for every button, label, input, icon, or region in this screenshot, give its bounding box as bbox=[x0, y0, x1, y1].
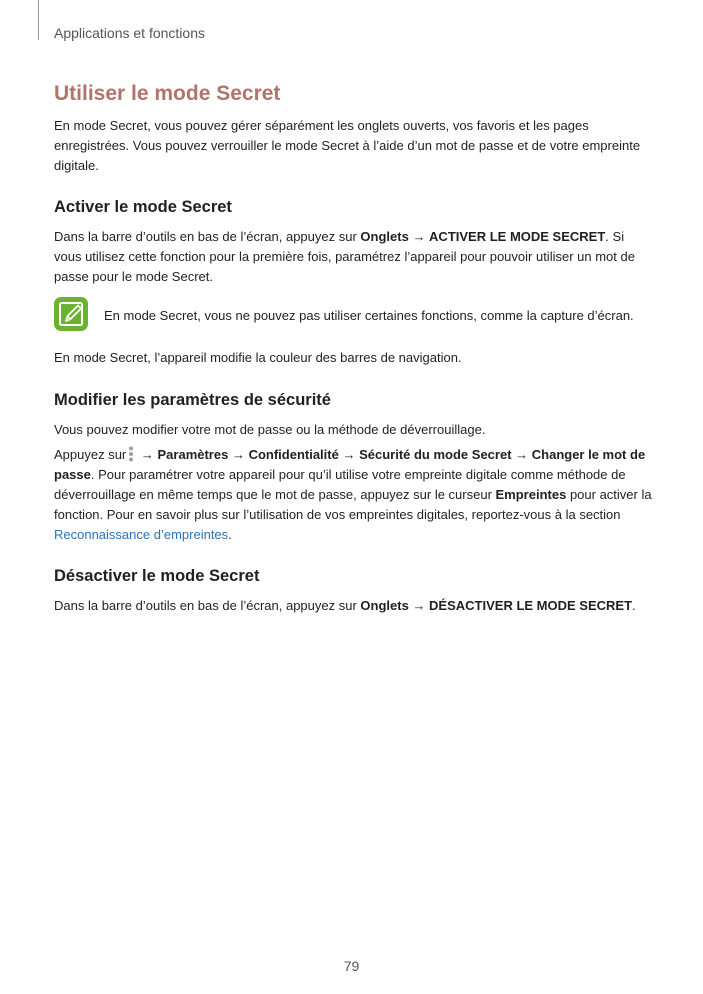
page-number: 79 bbox=[343, 958, 360, 974]
intro-paragraph: En mode Secret, vous pouvez gérer séparément les onglets ouverts, vos favoris et les pages enregistrées. Vous pouvez verrouiller le mode Secret à l’aide d’un mot de passe et de votre empreinte digitale. bbox=[54, 118, 641, 173]
activate-heading: Activer le mode Secret bbox=[54, 198, 232, 216]
security-heading: Modifier les paramètres de sécurité bbox=[54, 391, 331, 409]
deactivate-heading: Désactiver le mode Secret bbox=[54, 567, 260, 585]
fingerprint-recognition-link[interactable]: Reconnaissance d’empreintes bbox=[54, 527, 229, 542]
note-pencil-icon bbox=[54, 297, 88, 331]
section-header: Applications et fonctions bbox=[54, 25, 205, 41]
navigation-color-paragraph: En mode Secret, l’appareil modifie la couleur des barres de navigation. bbox=[54, 350, 462, 365]
page-title: Utiliser le mode Secret bbox=[54, 82, 281, 105]
more-options-icon bbox=[128, 446, 134, 462]
note-text: En mode Secret, vous ne pouvez pas utiliser certaines fonctions, comme la capture d’écran. bbox=[104, 308, 634, 323]
security-intro-paragraph: Vous pouvez modifier votre mot de passe ou la méthode de déverrouillage. bbox=[54, 422, 486, 437]
security-steps-paragraph: Appuyez sur → Paramètres → Confidentialité → Sécurité du mode Secret → Changer le mot de passe. Pour paramétrer votre appareil pour qu’il utilise votre empreinte digitale comme méthode de déverrouillage en même temps que le mot de passe, appuyez sur le curseur Empreintes pour activer la fonction. Pour en savoir plus sur l’utilisation de vos empreintes digitales, reportez-vous à la section Reconnaissance d’empreintes. bbox=[54, 447, 652, 542]
activate-paragraph: Dans la barre d’outils en bas de l’écran, appuyez sur Onglets → ACTIVER LE MODE SECRET. Si vous utilisez cette fonction pour la première fois, paramétrez l’appareil pour pouvoir utiliser un mot de passe pour le mode Secret. bbox=[54, 229, 635, 284]
header-divider bbox=[38, 0, 39, 40]
deactivate-paragraph: Dans la barre d’outils en bas de l’écran, appuyez sur Onglets → DÉSACTIVER LE MODE SECRET. bbox=[54, 598, 636, 613]
